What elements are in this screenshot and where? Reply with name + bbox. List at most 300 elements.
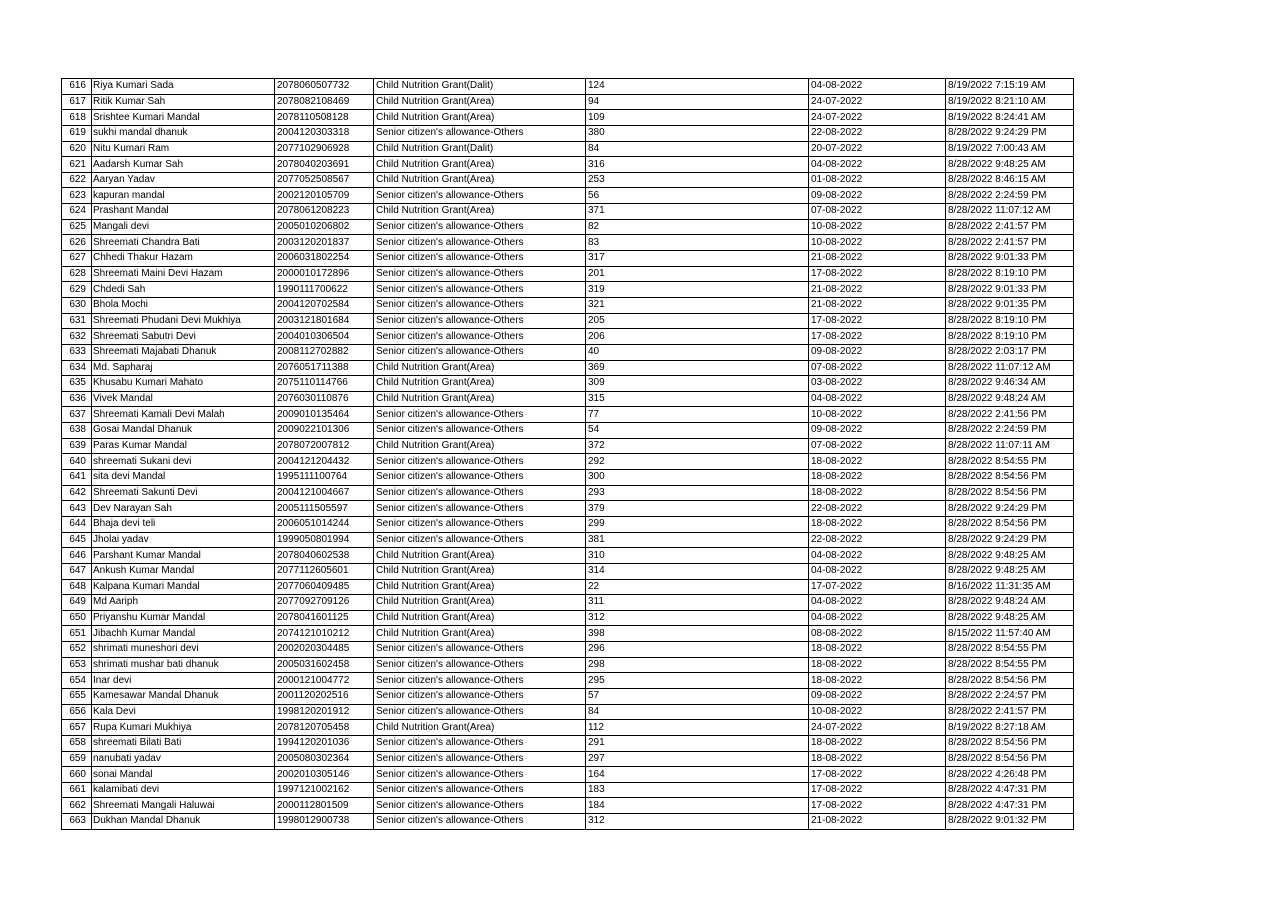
name-cell: shreemati Sukani devi <box>92 454 275 470</box>
date-cell: 18-08-2022 <box>809 516 946 532</box>
serial-number-cell: 653 <box>62 657 92 673</box>
serial-number-cell: 646 <box>62 548 92 564</box>
timestamp-cell: 8/28/2022 9:46:34 AM <box>946 376 1074 392</box>
allowance-type-cell: Child Nutrition Grant(Area) <box>374 595 586 611</box>
timestamp-cell: 8/28/2022 8:54:56 PM <box>946 470 1074 486</box>
date-cell: 21-08-2022 <box>809 297 946 313</box>
id-number-cell: 2078041601125 <box>275 610 374 626</box>
date-cell: 10-08-2022 <box>809 235 946 251</box>
serial-number-cell: 631 <box>62 313 92 329</box>
allowance-type-cell: Child Nutrition Grant(Area) <box>374 626 586 642</box>
table-row <box>62 204 1074 220</box>
timestamp-cell: 8/28/2022 9:48:24 AM <box>946 595 1074 611</box>
serial-number-cell: 636 <box>62 391 92 407</box>
name-cell: Riya Kumari Sada <box>92 79 275 95</box>
serial-number-cell: 662 <box>62 798 92 814</box>
table-row <box>62 782 1074 798</box>
date-cell: 09-08-2022 <box>809 344 946 360</box>
id-number-cell: 2000010172896 <box>275 266 374 282</box>
amount-cell: 372 <box>586 438 809 454</box>
date-cell: 10-08-2022 <box>809 704 946 720</box>
name-cell: sonai Mandal <box>92 767 275 783</box>
name-cell: shreemati Bilati Bati <box>92 735 275 751</box>
amount-cell: 253 <box>586 172 809 188</box>
name-cell: Shreemati Majabati Dhanuk <box>92 344 275 360</box>
date-cell: 17-08-2022 <box>809 313 946 329</box>
allowance-type-cell: Senior citizen's allowance-Others <box>374 688 586 704</box>
id-number-cell: 2005031602458 <box>275 657 374 673</box>
amount-cell: 84 <box>586 141 809 157</box>
allowance-type-cell: Senior citizen's allowance-Others <box>374 266 586 282</box>
timestamp-cell: 8/28/2022 9:01:32 PM <box>946 814 1074 830</box>
serial-number-cell: 620 <box>62 141 92 157</box>
name-cell: Prashant Mandal <box>92 204 275 220</box>
table-row <box>62 501 1074 517</box>
id-number-cell: 2077060409485 <box>275 579 374 595</box>
allowance-type-cell: Child Nutrition Grant(Area) <box>374 110 586 126</box>
amount-cell: 309 <box>586 376 809 392</box>
date-cell: 04-08-2022 <box>809 391 946 407</box>
serial-number-cell: 652 <box>62 642 92 658</box>
table-row <box>62 454 1074 470</box>
id-number-cell: 2004120303318 <box>275 125 374 141</box>
allowance-type-cell: Senior citizen's allowance-Others <box>374 501 586 517</box>
allowance-type-cell: Senior citizen's allowance-Others <box>374 329 586 345</box>
amount-cell: 57 <box>586 688 809 704</box>
id-number-cell: 1995111100764 <box>275 470 374 486</box>
table-row <box>62 814 1074 830</box>
timestamp-cell: 8/28/2022 8:54:56 PM <box>946 735 1074 751</box>
amount-cell: 291 <box>586 735 809 751</box>
id-number-cell: 1999050801994 <box>275 532 374 548</box>
table-row <box>62 219 1074 235</box>
id-number-cell: 2074121010212 <box>275 626 374 642</box>
name-cell: Gosai Mandal Dhanuk <box>92 423 275 439</box>
allowance-type-cell: Senior citizen's allowance-Others <box>374 344 586 360</box>
table-row <box>62 266 1074 282</box>
date-cell: 18-08-2022 <box>809 454 946 470</box>
table-row <box>62 720 1074 736</box>
amount-cell: 40 <box>586 344 809 360</box>
amount-cell: 380 <box>586 125 809 141</box>
timestamp-cell: 8/28/2022 9:48:25 AM <box>946 610 1074 626</box>
id-number-cell: 2002020304485 <box>275 642 374 658</box>
amount-cell: 311 <box>586 595 809 611</box>
amount-cell: 184 <box>586 798 809 814</box>
date-cell: 04-08-2022 <box>809 563 946 579</box>
serial-number-cell: 655 <box>62 688 92 704</box>
serial-number-cell: 638 <box>62 423 92 439</box>
id-number-cell: 2005080302364 <box>275 751 374 767</box>
allowance-type-cell: Senior citizen's allowance-Others <box>374 814 586 830</box>
serial-number-cell: 661 <box>62 782 92 798</box>
table-row <box>62 94 1074 110</box>
name-cell: Rupa Kumari Mukhiya <box>92 720 275 736</box>
serial-number-cell: 637 <box>62 407 92 423</box>
allowance-type-cell: Senior citizen's allowance-Others <box>374 657 586 673</box>
id-number-cell: 2008112702882 <box>275 344 374 360</box>
serial-number-cell: 642 <box>62 485 92 501</box>
id-number-cell: 1994120201036 <box>275 735 374 751</box>
id-number-cell: 1998012900738 <box>275 814 374 830</box>
table-row <box>62 688 1074 704</box>
allowance-type-cell: Senior citizen's allowance-Others <box>374 673 586 689</box>
allowance-type-cell: Senior citizen's allowance-Others <box>374 485 586 501</box>
id-number-cell: 2001120202516 <box>275 688 374 704</box>
id-number-cell: 2000112801509 <box>275 798 374 814</box>
name-cell: Kamesawar Mandal Dhanuk <box>92 688 275 704</box>
serial-number-cell: 624 <box>62 204 92 220</box>
name-cell: Shreemati Sabutri Devi <box>92 329 275 345</box>
timestamp-cell: 8/28/2022 8:54:56 PM <box>946 673 1074 689</box>
serial-number-cell: 648 <box>62 579 92 595</box>
allowance-type-cell: Senior citizen's allowance-Others <box>374 297 586 313</box>
allowance-type-cell: Senior citizen's allowance-Others <box>374 313 586 329</box>
serial-number-cell: 616 <box>62 79 92 95</box>
name-cell: Nitu Kumari Ram <box>92 141 275 157</box>
serial-number-cell: 619 <box>62 125 92 141</box>
allowance-type-cell: Child Nutrition Grant(Area) <box>374 720 586 736</box>
timestamp-cell: 8/28/2022 8:54:55 PM <box>946 454 1074 470</box>
serial-number-cell: 660 <box>62 767 92 783</box>
serial-number-cell: 663 <box>62 814 92 830</box>
date-cell: 07-08-2022 <box>809 360 946 376</box>
table-row <box>62 79 1074 95</box>
timestamp-cell: 8/28/2022 2:24:59 PM <box>946 423 1074 439</box>
timestamp-cell: 8/28/2022 9:48:25 AM <box>946 563 1074 579</box>
date-cell: 21-08-2022 <box>809 251 946 267</box>
id-number-cell: 2077112605601 <box>275 563 374 579</box>
allowance-type-cell: Senior citizen's allowance-Others <box>374 532 586 548</box>
amount-cell: 299 <box>586 516 809 532</box>
date-cell: 09-08-2022 <box>809 688 946 704</box>
table-row <box>62 172 1074 188</box>
id-number-cell: 2002120105709 <box>275 188 374 204</box>
date-cell: 22-08-2022 <box>809 532 946 548</box>
allowance-type-cell: Child Nutrition Grant(Area) <box>374 610 586 626</box>
timestamp-cell: 8/28/2022 11:07:12 AM <box>946 204 1074 220</box>
id-number-cell: 2004121204432 <box>275 454 374 470</box>
name-cell: Dev Narayan Sah <box>92 501 275 517</box>
id-number-cell: 2004121004667 <box>275 485 374 501</box>
allowance-type-cell: Child Nutrition Grant(Area) <box>374 172 586 188</box>
date-cell: 24-07-2022 <box>809 110 946 126</box>
name-cell: sukhi mandal dhanuk <box>92 125 275 141</box>
amount-cell: 206 <box>586 329 809 345</box>
timestamp-cell: 8/28/2022 2:41:56 PM <box>946 407 1074 423</box>
date-cell: 01-08-2022 <box>809 172 946 188</box>
serial-number-cell: 641 <box>62 470 92 486</box>
name-cell: Kalpana Kumari Mandal <box>92 579 275 595</box>
name-cell: Shreemati Maini Devi Hazam <box>92 266 275 282</box>
allowance-type-cell: Senior citizen's allowance-Others <box>374 407 586 423</box>
timestamp-cell: 8/28/2022 8:54:56 PM <box>946 751 1074 767</box>
name-cell: Chdedi Sah <box>92 282 275 298</box>
date-cell: 17-08-2022 <box>809 782 946 798</box>
name-cell: Shreemati Mangali Haluwai <box>92 798 275 814</box>
table-row <box>62 610 1074 626</box>
name-cell: Shreemati Chandra Bati <box>92 235 275 251</box>
allowance-type-cell: Senior citizen's allowance-Others <box>374 642 586 658</box>
date-cell: 20-07-2022 <box>809 141 946 157</box>
id-number-cell: 2000121004772 <box>275 673 374 689</box>
table-row <box>62 751 1074 767</box>
table-row <box>62 313 1074 329</box>
table-row <box>62 563 1074 579</box>
name-cell: Parshant Kumar Mandal <box>92 548 275 564</box>
allowance-type-cell: Senior citizen's allowance-Others <box>374 125 586 141</box>
name-cell: kapuran mandal <box>92 188 275 204</box>
timestamp-cell: 8/28/2022 9:01:35 PM <box>946 297 1074 313</box>
allowance-type-cell: Child Nutrition Grant(Area) <box>374 548 586 564</box>
serial-number-cell: 627 <box>62 251 92 267</box>
amount-cell: 379 <box>586 501 809 517</box>
table-row <box>62 344 1074 360</box>
name-cell: Aadarsh Kumar Sah <box>92 157 275 173</box>
allowance-type-cell: Senior citizen's allowance-Others <box>374 751 586 767</box>
timestamp-cell: 8/28/2022 2:03:17 PM <box>946 344 1074 360</box>
date-cell: 09-08-2022 <box>809 188 946 204</box>
id-number-cell: 2077052508567 <box>275 172 374 188</box>
amount-cell: 315 <box>586 391 809 407</box>
name-cell: Mangali devi <box>92 219 275 235</box>
amount-cell: 205 <box>586 313 809 329</box>
allowance-type-cell: Child Nutrition Grant(Area) <box>374 157 586 173</box>
table-row <box>62 438 1074 454</box>
amount-cell: 22 <box>586 579 809 595</box>
date-cell: 18-08-2022 <box>809 751 946 767</box>
date-cell: 18-08-2022 <box>809 470 946 486</box>
date-cell: 17-08-2022 <box>809 329 946 345</box>
amount-cell: 201 <box>586 266 809 282</box>
date-cell: 04-08-2022 <box>809 157 946 173</box>
timestamp-cell: 8/28/2022 2:41:57 PM <box>946 219 1074 235</box>
serial-number-cell: 625 <box>62 219 92 235</box>
table-row <box>62 407 1074 423</box>
allowance-type-cell: Senior citizen's allowance-Others <box>374 188 586 204</box>
id-number-cell: 2009022101306 <box>275 423 374 439</box>
amount-cell: 292 <box>586 454 809 470</box>
id-number-cell: 2077092709126 <box>275 595 374 611</box>
table-row <box>62 423 1074 439</box>
allowance-type-cell: Child Nutrition Grant(Area) <box>374 438 586 454</box>
name-cell: Bhola Mochi <box>92 297 275 313</box>
date-cell: 04-08-2022 <box>809 595 946 611</box>
id-number-cell: 1997121002162 <box>275 782 374 798</box>
name-cell: Aaryan Yadav <box>92 172 275 188</box>
serial-number-cell: 617 <box>62 94 92 110</box>
id-number-cell: 2078040203691 <box>275 157 374 173</box>
allowance-type-cell: Senior citizen's allowance-Others <box>374 735 586 751</box>
serial-number-cell: 651 <box>62 626 92 642</box>
name-cell: Chhedi Thakur Hazam <box>92 251 275 267</box>
table-row <box>62 595 1074 611</box>
serial-number-cell: 634 <box>62 360 92 376</box>
allowance-type-cell: Child Nutrition Grant(Dalit) <box>374 141 586 157</box>
amount-cell: 109 <box>586 110 809 126</box>
table-row <box>62 157 1074 173</box>
allowance-type-cell: Senior citizen's allowance-Others <box>374 454 586 470</box>
serial-number-cell: 640 <box>62 454 92 470</box>
allowance-type-cell: Senior citizen's allowance-Others <box>374 219 586 235</box>
serial-number-cell: 622 <box>62 172 92 188</box>
allowance-type-cell: Senior citizen's allowance-Others <box>374 782 586 798</box>
allowance-type-cell: Senior citizen's allowance-Others <box>374 798 586 814</box>
table-row <box>62 110 1074 126</box>
amount-cell: 124 <box>586 79 809 95</box>
allowance-type-cell: Senior citizen's allowance-Others <box>374 470 586 486</box>
id-number-cell: 2077102906928 <box>275 141 374 157</box>
id-number-cell: 1990111700622 <box>275 282 374 298</box>
name-cell: Vivek Mandal <box>92 391 275 407</box>
id-number-cell: 2078061208223 <box>275 204 374 220</box>
table-row <box>62 532 1074 548</box>
serial-number-cell: 623 <box>62 188 92 204</box>
id-number-cell: 2005010206802 <box>275 219 374 235</box>
name-cell: Md. Sapharaj <box>92 360 275 376</box>
timestamp-cell: 8/28/2022 2:41:57 PM <box>946 704 1074 720</box>
timestamp-cell: 8/19/2022 8:27:18 AM <box>946 720 1074 736</box>
name-cell: Ritik Kumar Sah <box>92 94 275 110</box>
id-number-cell: 2006031802254 <box>275 251 374 267</box>
id-number-cell: 2076030110876 <box>275 391 374 407</box>
data-sheet <box>61 78 1074 830</box>
table-row <box>62 141 1074 157</box>
timestamp-cell: 8/28/2022 9:01:33 PM <box>946 251 1074 267</box>
table-row <box>62 188 1074 204</box>
serial-number-cell: 643 <box>62 501 92 517</box>
amount-cell: 295 <box>586 673 809 689</box>
name-cell: nanubati yadav <box>92 751 275 767</box>
amount-cell: 164 <box>586 767 809 783</box>
name-cell: kalamibati devi <box>92 782 275 798</box>
name-cell: Shreemati Phudani Devi Mukhiya <box>92 313 275 329</box>
timestamp-cell: 8/19/2022 8:21:10 AM <box>946 94 1074 110</box>
amount-cell: 314 <box>586 563 809 579</box>
allowance-type-cell: Child Nutrition Grant(Area) <box>374 563 586 579</box>
date-cell: 03-08-2022 <box>809 376 946 392</box>
id-number-cell: 2005111505597 <box>275 501 374 517</box>
timestamp-cell: 8/15/2022 11:57:40 AM <box>946 626 1074 642</box>
table-row <box>62 251 1074 267</box>
table-row <box>62 376 1074 392</box>
timestamp-cell: 8/28/2022 2:24:57 PM <box>946 688 1074 704</box>
allowance-type-cell: Child Nutrition Grant(Area) <box>374 94 586 110</box>
date-cell: 24-07-2022 <box>809 94 946 110</box>
date-cell: 04-08-2022 <box>809 79 946 95</box>
allowance-type-cell: Child Nutrition Grant(Dalit) <box>374 79 586 95</box>
serial-number-cell: 633 <box>62 344 92 360</box>
name-cell: Shreemati Kamali Devi Malah <box>92 407 275 423</box>
name-cell: shrimati muneshori devi <box>92 642 275 658</box>
date-cell: 04-08-2022 <box>809 548 946 564</box>
timestamp-cell: 8/28/2022 8:19:10 PM <box>946 313 1074 329</box>
table-row <box>62 767 1074 783</box>
table-row <box>62 470 1074 486</box>
amount-cell: 112 <box>586 720 809 736</box>
table-row <box>62 548 1074 564</box>
amount-cell: 371 <box>586 204 809 220</box>
timestamp-cell: 8/28/2022 9:24:29 PM <box>946 125 1074 141</box>
amount-cell: 84 <box>586 704 809 720</box>
name-cell: Dukhan Mandal Dhanuk <box>92 814 275 830</box>
serial-number-cell: 654 <box>62 673 92 689</box>
serial-number-cell: 644 <box>62 516 92 532</box>
name-cell: Inar devi <box>92 673 275 689</box>
timestamp-cell: 8/28/2022 2:24:59 PM <box>946 188 1074 204</box>
serial-number-cell: 630 <box>62 297 92 313</box>
allowance-type-cell: Senior citizen's allowance-Others <box>374 767 586 783</box>
timestamp-cell: 8/28/2022 9:48:25 AM <box>946 548 1074 564</box>
id-number-cell: 2003121801684 <box>275 313 374 329</box>
table-row <box>62 297 1074 313</box>
amount-cell: 83 <box>586 235 809 251</box>
id-number-cell: 2078060507732 <box>275 79 374 95</box>
table-row <box>62 704 1074 720</box>
serial-number-cell: 649 <box>62 595 92 611</box>
date-cell: 24-07-2022 <box>809 720 946 736</box>
timestamp-cell: 8/28/2022 2:41:57 PM <box>946 235 1074 251</box>
timestamp-cell: 8/28/2022 8:19:10 PM <box>946 329 1074 345</box>
id-number-cell: 2078110508128 <box>275 110 374 126</box>
serial-number-cell: 629 <box>62 282 92 298</box>
timestamp-cell: 8/16/2022 11:31:35 AM <box>946 579 1074 595</box>
allowance-type-cell: Child Nutrition Grant(Area) <box>374 376 586 392</box>
name-cell: Priyanshu Kumar Mandal <box>92 610 275 626</box>
amount-cell: 321 <box>586 297 809 313</box>
table-row <box>62 673 1074 689</box>
amount-cell: 398 <box>586 626 809 642</box>
id-number-cell: 2002010305146 <box>275 767 374 783</box>
id-number-cell: 2078082108469 <box>275 94 374 110</box>
date-cell: 17-07-2022 <box>809 579 946 595</box>
records-table <box>61 78 1074 830</box>
serial-number-cell: 626 <box>62 235 92 251</box>
table-row <box>62 735 1074 751</box>
timestamp-cell: 8/28/2022 9:24:29 PM <box>946 501 1074 517</box>
timestamp-cell: 8/28/2022 4:47:31 PM <box>946 782 1074 798</box>
table-row <box>62 626 1074 642</box>
amount-cell: 183 <box>586 782 809 798</box>
date-cell: 04-08-2022 <box>809 610 946 626</box>
date-cell: 17-08-2022 <box>809 798 946 814</box>
name-cell: Md Aariph <box>92 595 275 611</box>
amount-cell: 312 <box>586 814 809 830</box>
amount-cell: 317 <box>586 251 809 267</box>
amount-cell: 369 <box>586 360 809 376</box>
timestamp-cell: 8/28/2022 4:47:31 PM <box>946 798 1074 814</box>
serial-number-cell: 657 <box>62 720 92 736</box>
id-number-cell: 2078040602538 <box>275 548 374 564</box>
table-row <box>62 329 1074 345</box>
table-row <box>62 642 1074 658</box>
date-cell: 17-08-2022 <box>809 266 946 282</box>
amount-cell: 381 <box>586 532 809 548</box>
name-cell: Khusabu Kumari Mahato <box>92 376 275 392</box>
date-cell: 21-08-2022 <box>809 814 946 830</box>
allowance-type-cell: Senior citizen's allowance-Others <box>374 235 586 251</box>
date-cell: 18-08-2022 <box>809 735 946 751</box>
date-cell: 10-08-2022 <box>809 407 946 423</box>
date-cell: 18-08-2022 <box>809 485 946 501</box>
date-cell: 10-08-2022 <box>809 219 946 235</box>
amount-cell: 300 <box>586 470 809 486</box>
table-row <box>62 657 1074 673</box>
id-number-cell: 2004120702584 <box>275 297 374 313</box>
id-number-cell: 2003120201837 <box>275 235 374 251</box>
id-number-cell: 2078120705458 <box>275 720 374 736</box>
serial-number-cell: 647 <box>62 563 92 579</box>
